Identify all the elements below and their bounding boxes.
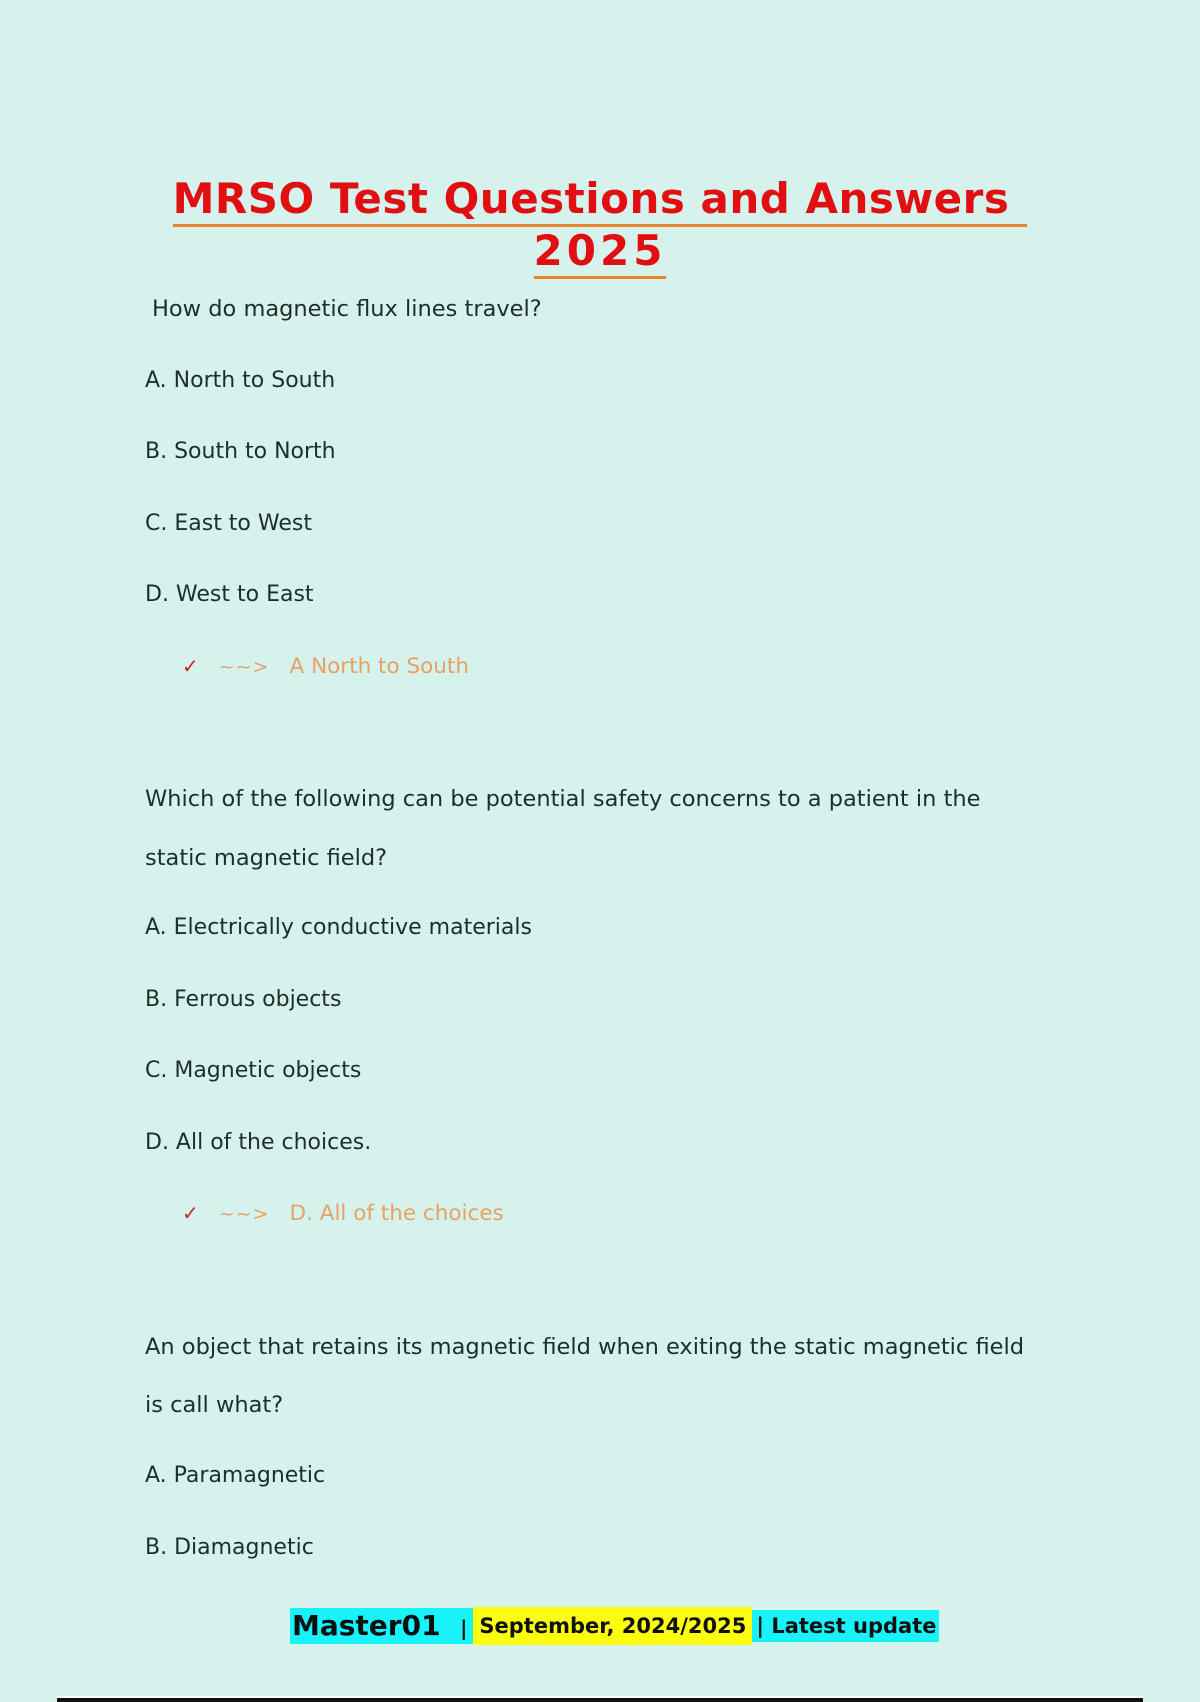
question-2-answer: [182, 1201, 504, 1226]
question-1-option-a: A. North to South: [145, 368, 336, 393]
footer-banner: [290, 1608, 939, 1644]
question-2-option-a: A. Electrically conductive materials: [145, 915, 532, 940]
question-1-text: How do magnetic flux lines travel?: [152, 296, 542, 322]
document-title-year: 2025: [0, 226, 1200, 275]
document-title: MRSO Test Questions and Answers: [0, 174, 1200, 223]
arrow-icon: ~~>: [218, 1203, 270, 1225]
footer-separator: |: [460, 1616, 468, 1640]
check-icon: ✓: [182, 654, 199, 678]
footer-author: Master01 |: [290, 1608, 473, 1644]
question-2-text-line-2: static magnetic field?: [145, 845, 388, 871]
question-3-option-b: B. Diamagnetic: [145, 1535, 314, 1560]
check-icon: ✓: [182, 1201, 199, 1225]
arrow-icon: ~~>: [218, 656, 270, 678]
footer-status: | Latest update: [752, 1610, 938, 1642]
question-1-option-d: D. West to East: [145, 582, 314, 607]
question-2-option-b: B. Ferrous objects: [145, 987, 342, 1012]
footer-date: September, 2024/2025: [473, 1607, 752, 1645]
question-1-option-b: B. South to North: [145, 439, 336, 464]
question-3-text-line-2: is call what?: [145, 1392, 284, 1418]
question-1-answer: [182, 654, 469, 679]
question-2-text-line-1: Which of the following can be potential safety concerns to a patient in the: [145, 786, 981, 812]
question-2-option-c: C. Magnetic objects: [145, 1058, 362, 1083]
question-2-option-d: D. All of the choices.: [145, 1130, 372, 1155]
answer-text: D. All of the choices: [289, 1201, 504, 1226]
question-3-text-line-1: An object that retains its magnetic field when exiting the static magnetic field: [145, 1334, 1025, 1360]
page-bottom-rule: [57, 1696, 1143, 1702]
question-3-option-a: A. Paramagnetic: [145, 1463, 326, 1488]
answer-text: A North to South: [289, 654, 469, 679]
question-1-option-c: C. East to West: [145, 511, 312, 536]
